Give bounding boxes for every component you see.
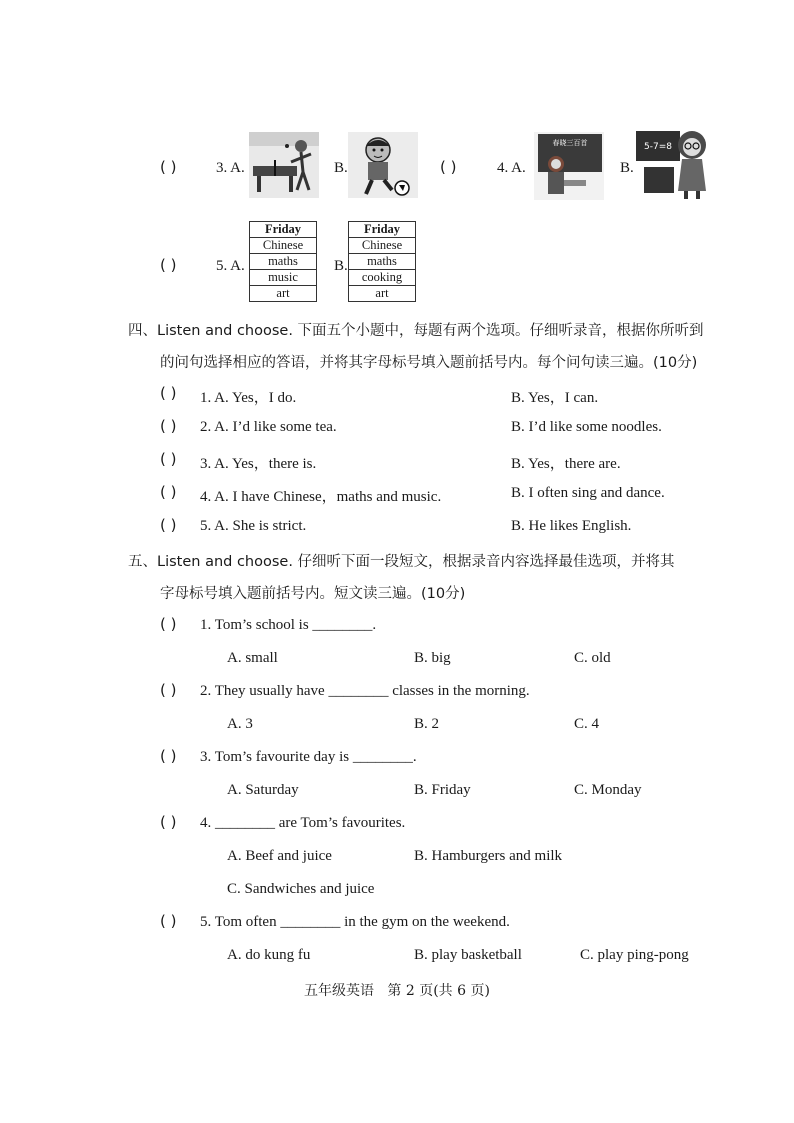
s4-q5-answer-paren[interactable]: ( ) <box>160 516 177 534</box>
page-footer: 五年级英语 第 2 页(共 6 页) <box>304 983 490 999</box>
s5-q2-option-a: A. 3 <box>227 716 253 732</box>
s5-q2-stem: 2. They usually have ________ classes in the morning. <box>200 683 530 699</box>
timetable-b <box>348 221 416 302</box>
s5-q3-option-a: A. Saturday <box>227 782 299 798</box>
q5-answer-paren[interactable]: ( ) <box>160 256 177 274</box>
s5-q1-option-a: A. small <box>227 650 278 666</box>
board-a-text: 春晓三百首 <box>552 139 588 147</box>
s5-q5-option-c: C. play ping-pong <box>580 947 689 963</box>
s4-q5-option-b: B. He likes English. <box>511 518 632 534</box>
s5-q4-option-a: A. Beef and juice <box>227 848 332 864</box>
s4-q5-option-a: 5. A. She is strict. <box>200 518 307 534</box>
s5-q5-option-a: A. do kung fu <box>227 947 311 963</box>
s5-q3-option-c: C. Monday <box>574 782 642 798</box>
s4-q1-option-a: 1. A. Yes，I do. <box>200 390 297 406</box>
s5-q1-answer-paren[interactable]: ( ) <box>160 615 177 633</box>
s4-q1-answer-paren[interactable]: ( ) <box>160 384 177 402</box>
s4-q2-option-b: B. I’d like some noodles. <box>511 419 662 435</box>
timetable-a <box>249 221 317 302</box>
s5-q5-stem: 5. Tom often ________ in the gym on the weekend. <box>200 914 510 930</box>
timetable-a-cell: maths <box>250 254 317 270</box>
s5-q1-option-b: B. big <box>414 650 451 666</box>
timetable-a-cell: music <box>250 270 317 286</box>
section4-heading-line1: 四、Listen and choose. 下面五个小题中，每题有两个选项。仔细听录音，根据你所听到 <box>128 323 704 339</box>
football-picture <box>348 132 418 198</box>
board-b-text: 5-7=8 <box>644 142 672 152</box>
s4-q4-answer-paren[interactable]: ( ) <box>160 483 177 501</box>
s5-q1-option-c: C. old <box>574 650 611 666</box>
s5-q3-stem: 3. Tom’s favourite day is ________. <box>200 749 417 765</box>
s5-q4-option-b: B. Hamburgers and milk <box>414 848 563 864</box>
q5-label: 5. A. <box>216 258 245 274</box>
s5-q4-option-c: C. Sandwiches and juice <box>227 881 375 897</box>
s4-q4-option-b: B. I often sing and dance. <box>511 485 665 501</box>
q3-label: 3. A. <box>216 160 245 176</box>
s5-q4-answer-paren[interactable]: ( ) <box>160 813 177 831</box>
s4-q3-answer-paren[interactable]: ( ) <box>160 450 177 468</box>
timetable-b-cell: art <box>349 286 416 302</box>
s5-q1-stem: 1. Tom’s school is ________. <box>200 617 377 633</box>
q3-option-b-label: B. <box>334 160 348 176</box>
s4-q3-option-b: B. Yes，there are. <box>511 456 621 472</box>
ping-pong-picture <box>249 132 319 198</box>
s4-q1-option-b: B. Yes，I can. <box>511 390 599 406</box>
section5-heading-line1: 五、Listen and choose. 仔细听下面一段短文，根据录音内容选择最佳选项，并将其 <box>128 554 675 570</box>
section5-heading-line2: 字母标号填入题前括号内。短文读三遍。(10分) <box>160 586 466 602</box>
s4-q2-option-a: 2. A. I’d like some tea. <box>200 419 337 435</box>
timetable-b-cell: Chinese <box>349 238 416 254</box>
s5-q3-answer-paren[interactable]: ( ) <box>160 747 177 765</box>
timetable-a-cell: art <box>250 286 317 302</box>
q5-option-b-label: B. <box>334 258 348 274</box>
s5-q5-option-b: B. play basketball <box>414 947 522 963</box>
timetable-b-cell: maths <box>349 254 416 270</box>
timetable-b-cell: cooking <box>349 270 416 286</box>
s5-q3-option-b: B. Friday <box>414 782 471 798</box>
s5-q4-stem: 4. ________ are Tom’s favourites. <box>200 815 406 831</box>
q4-option-b-label: B. <box>620 160 634 176</box>
maths-teacher-picture <box>636 127 714 201</box>
s4-q3-option-a: 3. A. Yes，there is. <box>200 456 317 472</box>
q3-answer-paren[interactable]: ( ) <box>160 158 177 176</box>
s4-q4-option-a: 4. A. I have Chinese，maths and music. <box>200 489 442 505</box>
q4-label: 4. A. <box>497 160 526 176</box>
chinese-teacher-picture <box>534 132 604 200</box>
timetable-b-header: Friday <box>349 222 416 238</box>
s5-q5-answer-paren[interactable]: ( ) <box>160 912 177 930</box>
q4-answer-paren[interactable]: ( ) <box>440 158 457 176</box>
timetable-a-header: Friday <box>250 222 317 238</box>
s4-q2-answer-paren[interactable]: ( ) <box>160 417 177 435</box>
s5-q2-option-b: B. 2 <box>414 716 440 732</box>
s5-q2-option-c: C. 4 <box>574 716 600 732</box>
section4-heading-line2: 的问句选择相应的答语，并将其字母标号填入题前括号内。每个问句读三遍。(10分) <box>160 355 698 371</box>
timetable-a-cell: Chinese <box>250 238 317 254</box>
s5-q2-answer-paren[interactable]: ( ) <box>160 681 177 699</box>
